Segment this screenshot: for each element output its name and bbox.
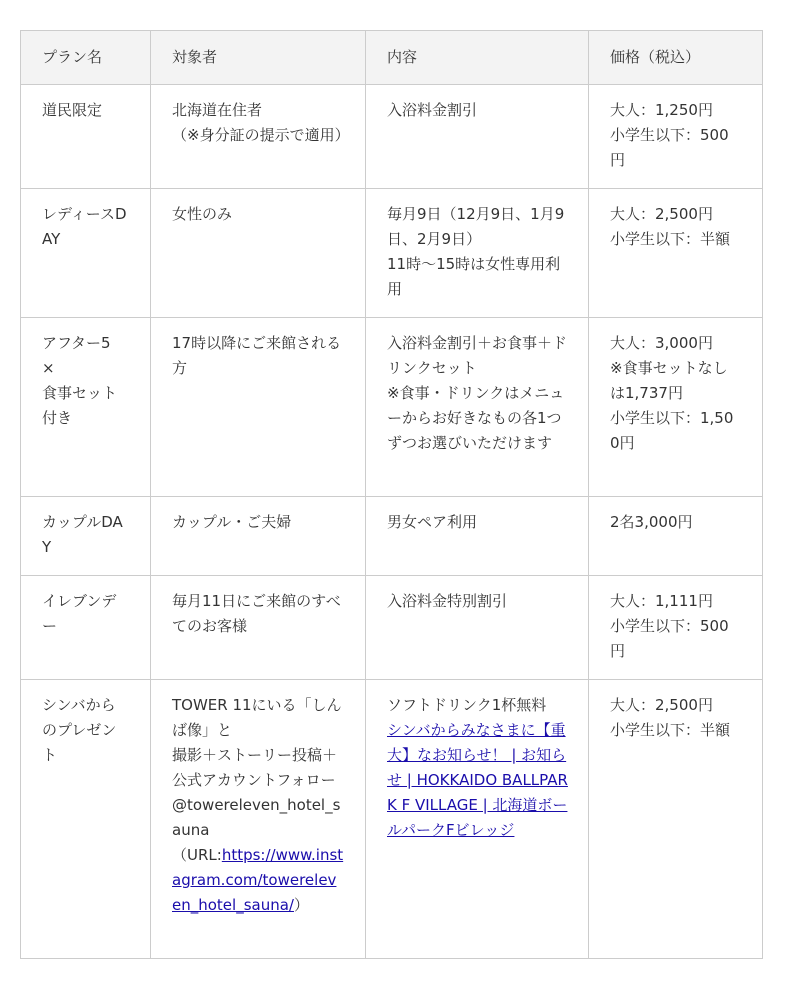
- target-cell: [151, 189, 366, 318]
- content-text: 入浴料金割引＋お食事＋ドリンクセット: [387, 334, 568, 377]
- target-cell: [151, 576, 366, 680]
- table-row: [21, 318, 763, 497]
- table-row: [21, 189, 763, 318]
- price-text: ※食事セットなしは1,737円: [610, 359, 728, 402]
- plan-name: アフター5: [42, 334, 111, 352]
- target-text: カップル・ご夫婦: [172, 513, 292, 531]
- plan-name: イレブンデー: [42, 592, 117, 635]
- plan-name: 道民限定: [42, 101, 103, 119]
- content-cell: [366, 576, 589, 680]
- price-text: 小学生以下：1,500円: [610, 409, 734, 452]
- target-text: 女性のみ: [172, 205, 233, 223]
- header-content: 内容: [366, 31, 589, 85]
- content-cell: [366, 318, 589, 497]
- content-text: ※食事・ドリンクはメニューからお好きなもの各1つずつお選びいただけます: [387, 384, 565, 452]
- price-cell: [589, 497, 763, 576]
- plan-name: 食事セット: [42, 384, 118, 402]
- plan-table: [20, 30, 763, 959]
- plan-name-cell: [21, 189, 151, 318]
- plan-name-cell: [21, 497, 151, 576]
- plan-name-cell: [21, 85, 151, 189]
- price-text: 大人：2,500円: [610, 696, 713, 714]
- plan-name-cell: [21, 318, 151, 497]
- target-cell: [151, 680, 366, 959]
- target-cell: [151, 85, 366, 189]
- header-target: 対象者: [151, 31, 366, 85]
- table-row: [21, 680, 763, 959]
- price-cell: [589, 680, 763, 959]
- content-cell: [366, 85, 589, 189]
- content-text: 入浴料金割引: [387, 101, 478, 119]
- price-cell: [589, 85, 763, 189]
- price-text: 大人：3,000円: [610, 334, 713, 352]
- target-cell: [151, 318, 366, 497]
- price-cell: [589, 576, 763, 680]
- table-row: [21, 497, 763, 576]
- plan-name: 付き: [42, 409, 73, 427]
- url-prefix: （URL:: [172, 846, 222, 864]
- table-header-row: [21, 31, 763, 85]
- target-url-line: [172, 843, 345, 918]
- table-row: [21, 85, 763, 189]
- price-cell: [589, 189, 763, 318]
- url-suffix: ）: [293, 896, 309, 914]
- target-text: （※身分証の提示で適用）: [172, 126, 350, 144]
- content-text: ソフトドリンク1杯無料: [387, 696, 547, 714]
- content-text: 毎月9日（12月9日、1月9日、2月9日）: [387, 205, 565, 248]
- target-text: TOWER 11にいる「しんば像」と: [172, 696, 342, 739]
- instagram-link[interactable]: https://www.instagram.com/towereleven_hotel_sauna/: [172, 846, 344, 914]
- content-cell: [366, 497, 589, 576]
- content-text: 男女ペア利用: [387, 513, 478, 531]
- target-text: 撮影＋ストーリー投稿＋公式アカウントフォロー: [172, 746, 338, 789]
- plan-table-container: [20, 30, 763, 959]
- price-text: 大人：1,111円: [610, 592, 713, 610]
- content-cell: [366, 189, 589, 318]
- price-text: 小学生以下：半額: [610, 230, 731, 248]
- price-text: 小学生以下：半額: [610, 721, 731, 739]
- header-price: 価格（税込）: [589, 31, 763, 85]
- plan-name: シンバからのプレゼント: [42, 696, 117, 764]
- price-text: 大人：1,250円: [610, 101, 713, 119]
- content-cell: [366, 680, 589, 959]
- table-row: [21, 576, 763, 680]
- content-text: 11時〜15時は女性専用利用: [387, 255, 561, 298]
- price-text: 小学生以下：500円: [610, 617, 729, 660]
- target-text: 北海道在住者: [172, 101, 263, 119]
- plan-name-cell: [21, 680, 151, 959]
- plan-name: ×: [42, 359, 55, 377]
- plan-name: カップルDAY: [42, 513, 123, 556]
- content-text: 入浴料金特別割引: [387, 592, 508, 610]
- price-text: 小学生以下：500円: [610, 126, 729, 169]
- target-text: 毎月11日にご来館のすべてのお客様: [172, 592, 341, 635]
- target-text: @towereleven_hotel_sauna: [172, 796, 341, 839]
- price-text: 大人：2,500円: [610, 205, 713, 223]
- target-cell: [151, 497, 366, 576]
- plan-name-cell: [21, 576, 151, 680]
- target-text: 17時以降にご来館される方: [172, 334, 342, 377]
- plan-name: レディースDAY: [42, 205, 127, 248]
- news-link[interactable]: シンバからみなさまに【重大】なお知らせ！ | お知らせ | HOKKAIDO BALLPARK F VILLAGE | 北海道ボールパークFビレッジ: [387, 721, 568, 839]
- price-text: 2名3,000円: [610, 513, 693, 531]
- price-cell: [589, 318, 763, 497]
- header-plan-name: プラン名: [21, 31, 151, 85]
